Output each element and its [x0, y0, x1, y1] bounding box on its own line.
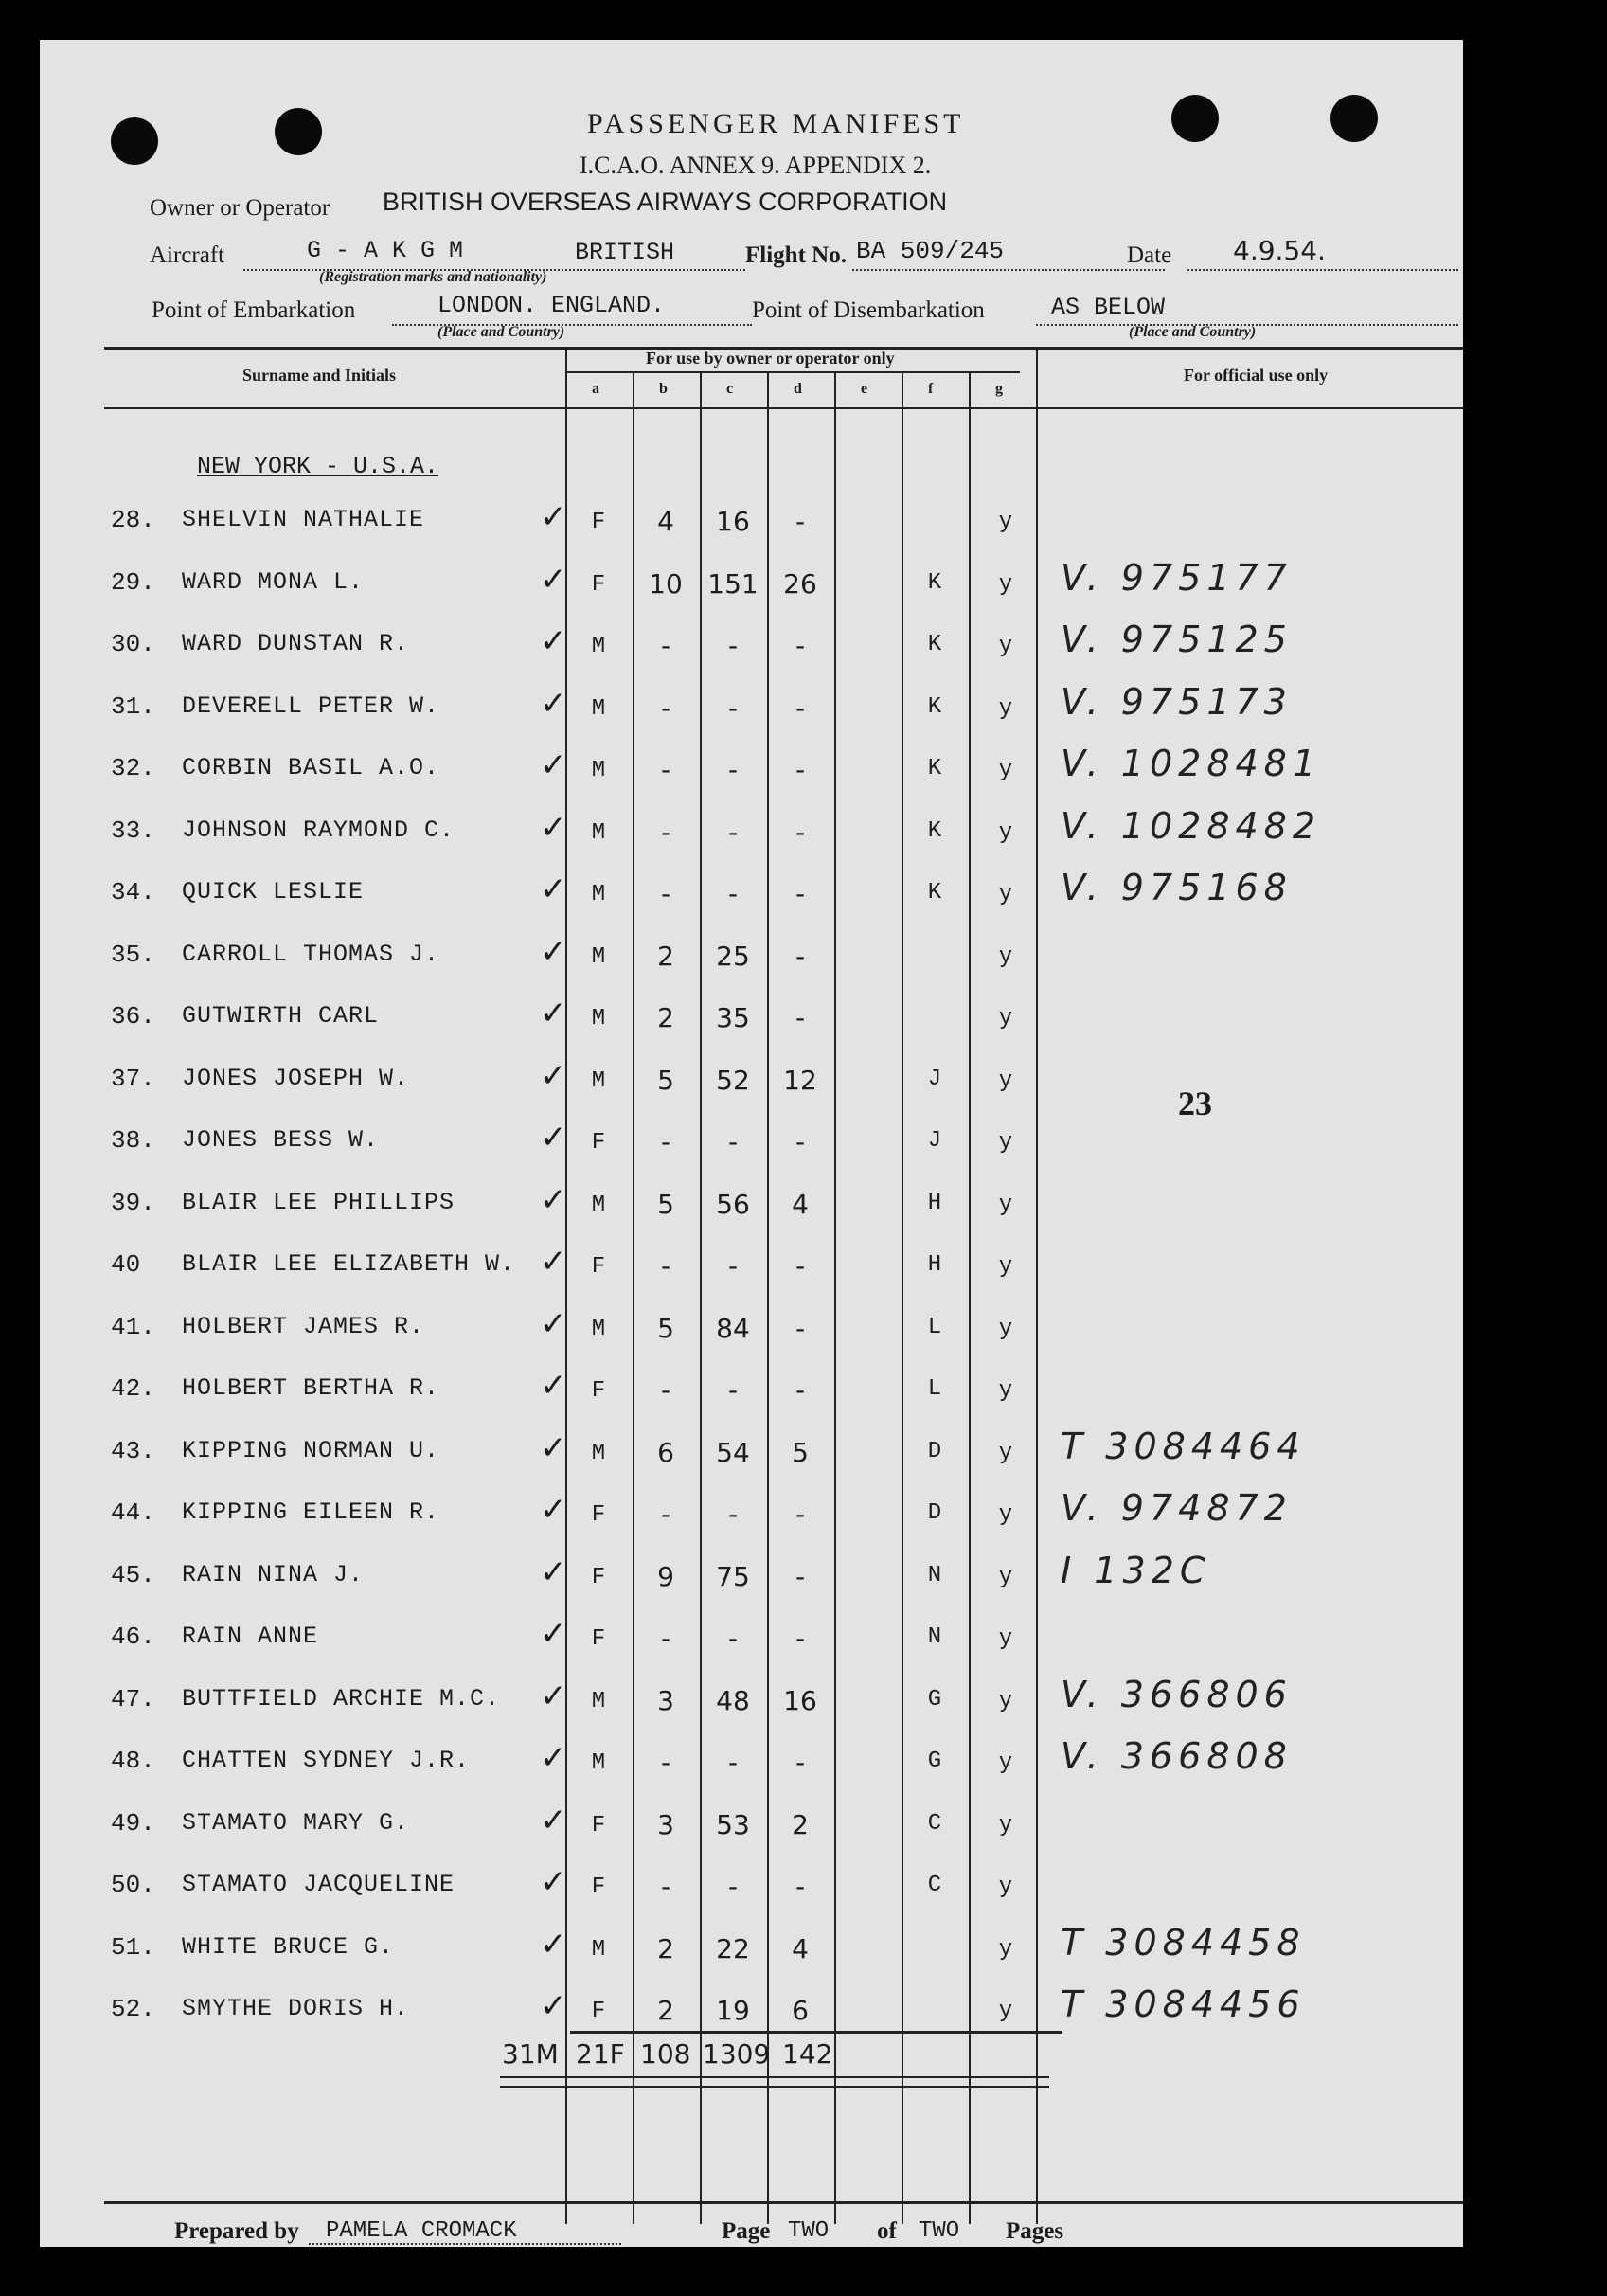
col-c-value: - [727, 1126, 739, 1157]
row-number: 32. [111, 754, 155, 782]
col-c-value: - [727, 1871, 739, 1902]
col-g-value: y [998, 1565, 1013, 1590]
col-d-value: - [795, 1498, 806, 1530]
check-mark-icon: ✓ [540, 809, 567, 847]
col-c-value: - [727, 630, 739, 661]
prepared-value: PAMELA CROMACK [326, 2218, 517, 2244]
col-a-sex: F [591, 1254, 606, 1280]
row-number: 52. [111, 1995, 155, 2023]
col-c-value: 151 [707, 568, 759, 600]
row-number: 48. [111, 1747, 155, 1775]
column-official: For official use only [1184, 366, 1329, 385]
col-b-value: - [660, 1623, 671, 1654]
row-number: 37. [111, 1065, 155, 1093]
row-number: 33. [111, 816, 155, 845]
check-mark-icon: ✓ [540, 1491, 567, 1529]
col-a-sex: M [591, 758, 606, 783]
passenger-name: KIPPING NORMAN U. [182, 1437, 440, 1464]
col-c-value: 52 [716, 1065, 750, 1096]
col-d-value: - [795, 1374, 806, 1406]
column-letter-e: e [861, 381, 868, 397]
col-g-value: y [998, 1874, 1013, 1900]
check-mark-icon: ✓ [540, 1615, 567, 1653]
official-visa-number: T 3084464 [1061, 1426, 1306, 1467]
col-b-value: 2 [657, 1002, 674, 1033]
col-g-value: y [998, 1378, 1013, 1404]
col-g-value: y [998, 1626, 1013, 1652]
col-d-value: - [795, 1313, 806, 1344]
of-value: TWO [919, 2218, 960, 2244]
col-a-sex: F [591, 572, 606, 598]
official-visa-number: V. 975125 [1061, 619, 1293, 660]
col-b-value: 2 [657, 1995, 674, 2026]
col-a-sex: F [591, 1999, 606, 2024]
check-mark-icon: ✓ [540, 1739, 567, 1777]
col-b-value: 4 [657, 506, 674, 537]
col-g-value: y [998, 572, 1013, 598]
col-b-value: 3 [657, 1809, 674, 1840]
passenger-name: GUTWIRTH CARL [182, 1002, 380, 1030]
col-f-value: G [927, 1749, 942, 1774]
col-a-sex: F [591, 1874, 606, 1900]
total-male: 31M [502, 2038, 559, 2070]
col-g-value: y [998, 1689, 1013, 1714]
check-mark-icon: ✓ [540, 685, 567, 723]
embarkation-value: LONDON. ENGLAND. [437, 292, 666, 319]
col-b-value: - [660, 1747, 671, 1778]
aircraft-label: Aircraft [150, 242, 225, 268]
row-number: 50. [111, 1871, 155, 1899]
col-b-value: - [660, 878, 671, 909]
pages-label: Pages [1006, 2218, 1064, 2244]
check-mark-icon: ✓ [540, 1863, 567, 1901]
col-d-value: - [795, 1002, 806, 1033]
disembarkation-value: AS BELOW [1051, 294, 1166, 321]
col-c-value: - [727, 692, 739, 724]
check-mark-icon: ✓ [540, 1987, 567, 2025]
col-d-value: 16 [783, 1685, 817, 1716]
col-f-value: K [927, 756, 942, 781]
col-c-value: 19 [716, 1995, 750, 2026]
disembarkation-label: Point of Disembarkation [752, 297, 985, 323]
col-d-value: 26 [783, 568, 817, 600]
row-number: 29. [111, 568, 155, 597]
official-visa-number: V. 366806 [1061, 1674, 1293, 1715]
col-c-value: 35 [716, 1002, 750, 1033]
punch-hole-icon [111, 117, 158, 165]
col-c-value: 75 [716, 1561, 750, 1592]
row-number: 44. [111, 1498, 155, 1527]
col-c-value: 54 [716, 1437, 750, 1468]
col-g-value: y [998, 510, 1013, 535]
col-g-value: y [998, 634, 1013, 659]
col-b-value: - [660, 1498, 671, 1530]
passenger-name: JOHNSON RAYMOND C. [182, 816, 455, 844]
col-a-sex: M [591, 820, 606, 846]
col-c-value: - [727, 1498, 739, 1530]
col-b-value: - [660, 816, 671, 848]
col-a-sex: F [591, 1626, 606, 1652]
col-b-value: 2 [657, 941, 674, 972]
col-f-value: J [927, 1067, 942, 1092]
passenger-name: STAMATO JACQUELINE [182, 1871, 455, 1898]
passenger-name: BLAIR LEE PHILLIPS [182, 1189, 455, 1216]
official-visa-number: V. 1028482 [1061, 805, 1322, 847]
col-d-value: - [795, 692, 806, 724]
col-a-sex: F [591, 1565, 606, 1590]
embarkation-note: (Place and Country) [437, 324, 565, 340]
check-mark-icon: ✓ [540, 1926, 567, 1964]
row-number: 49. [111, 1809, 155, 1838]
owner-value: BRITISH OVERSEAS AIRWAYS CORPORATION [383, 188, 948, 216]
col-g-value: y [998, 1750, 1013, 1776]
passenger-name: HOLBERT BERTHA R. [182, 1374, 440, 1402]
row-number: 40 [111, 1250, 141, 1279]
col-d-value: 5 [792, 1437, 809, 1468]
check-mark-icon: ✓ [540, 933, 567, 971]
check-mark-icon: ✓ [540, 561, 567, 599]
col-g-value: y [998, 944, 1013, 970]
col-b-value: 5 [657, 1313, 674, 1344]
official-visa-number: V. 974872 [1061, 1487, 1293, 1529]
row-number: 47. [111, 1685, 155, 1713]
col-d-value: 4 [792, 1189, 809, 1220]
col-b-value: 5 [657, 1065, 674, 1096]
col-g-value: y [998, 1317, 1013, 1342]
passenger-name: CORBIN BASIL A.O. [182, 754, 440, 781]
annex-reference: I.C.A.O. ANNEX 9. APPENDIX 2. [580, 152, 932, 179]
column-letter-c: c [726, 381, 734, 397]
aircraft-registration: G - A K G M [307, 237, 464, 264]
official-visa-number: T 3084458 [1061, 1922, 1306, 1964]
destination-heading: NEW YORK - U.S.A. [197, 453, 439, 480]
date-value: 4.9.54. [1233, 235, 1326, 266]
col-a-sex: F [591, 1502, 606, 1528]
col-a-sex: M [591, 1006, 606, 1031]
col-f-value: J [927, 1128, 942, 1154]
check-mark-icon: ✓ [540, 1802, 567, 1839]
passenger-name: RAIN ANNE [182, 1623, 319, 1650]
official-visa-number: V. 975177 [1061, 557, 1293, 599]
check-mark-icon: ✓ [540, 1677, 567, 1715]
total-c: 1309 [703, 2038, 771, 2070]
passenger-name: WHITE BRUCE G. [182, 1933, 395, 1961]
col-b-value: 10 [649, 568, 683, 600]
row-number: 28. [111, 506, 155, 534]
col-a-sex: F [591, 1813, 606, 1839]
col-f-value: K [927, 632, 942, 657]
check-mark-icon: ✓ [540, 1243, 567, 1281]
col-g-value: y [998, 820, 1013, 846]
col-c-value: - [727, 878, 739, 909]
col-d-value: - [795, 1623, 806, 1654]
col-c-value: - [727, 1747, 739, 1778]
col-f-value: K [927, 694, 942, 720]
col-g-value: y [998, 1068, 1013, 1094]
check-mark-icon: ✓ [540, 498, 567, 536]
row-number: 39. [111, 1189, 155, 1217]
passenger-name: CARROLL THOMAS J. [182, 941, 440, 968]
prepared-label: Prepared by [174, 2218, 299, 2244]
total-b: 108 [640, 2038, 691, 2070]
col-c-value: 22 [716, 1933, 750, 1964]
col-d-value: - [795, 878, 806, 909]
col-d-value: - [795, 630, 806, 661]
row-number: 31. [111, 692, 155, 721]
col-a-sex: F [591, 510, 606, 535]
col-d-value: - [795, 754, 806, 785]
passenger-name: SHELVIN NATHALIE [182, 506, 425, 533]
row-number: 42. [111, 1374, 155, 1403]
passenger-name: CHATTEN SYDNEY J.R. [182, 1747, 471, 1774]
check-mark-icon: ✓ [540, 1429, 567, 1467]
col-a-sex: M [591, 1750, 606, 1776]
col-a-sex: F [591, 1130, 606, 1156]
check-mark-icon: ✓ [540, 870, 567, 908]
col-d-value: 6 [792, 1995, 809, 2026]
col-d-value: - [795, 1250, 806, 1282]
punch-hole-icon [1171, 95, 1219, 142]
col-g-value: y [998, 1502, 1013, 1528]
disembarkation-note: (Place and Country) [1129, 324, 1257, 340]
col-f-value: N [927, 1563, 942, 1588]
col-f-value: C [927, 1873, 942, 1898]
col-c-value: - [727, 754, 739, 785]
check-mark-icon: ✓ [540, 746, 567, 784]
passenger-name: QUICK LESLIE [182, 878, 365, 906]
manifest-title: PASSENGER MANIFEST [587, 108, 965, 139]
punch-hole-icon [275, 108, 322, 155]
passenger-name: JONES JOSEPH W. [182, 1065, 410, 1092]
passenger-name: WARD DUNSTAN R. [182, 630, 410, 657]
col-d-value: - [795, 1871, 806, 1902]
col-g-value: y [998, 696, 1013, 722]
aircraft-note: (Registration marks and nationality) [319, 269, 547, 285]
official-visa-number: V. 366808 [1061, 1735, 1293, 1777]
col-d-value: 4 [792, 1933, 809, 1964]
col-b-value: - [660, 1374, 671, 1406]
check-mark-icon: ✓ [540, 1119, 567, 1157]
col-a-sex: M [591, 634, 606, 659]
col-d-value: - [795, 941, 806, 972]
col-d-value: 12 [783, 1065, 817, 1096]
row-number: 34. [111, 878, 155, 906]
official-visa-number: V. 1028481 [1061, 743, 1322, 784]
passenger-name: KIPPING EILEEN R. [182, 1498, 440, 1526]
total-female: 21F [576, 2038, 625, 2070]
check-mark-icon: ✓ [540, 1181, 567, 1219]
aircraft-nationality: BRITISH [575, 239, 675, 266]
embarkation-label: Point of Embarkation [152, 297, 356, 323]
col-a-sex: M [591, 944, 606, 970]
col-b-value: - [660, 630, 671, 661]
col-f-value: D [927, 1439, 942, 1464]
col-a-sex: M [591, 696, 606, 722]
passenger-name: BUTTFIELD ARCHIE M.C. [182, 1685, 501, 1713]
official-visa-number: V. 975168 [1061, 867, 1293, 908]
check-mark-icon: ✓ [540, 622, 567, 660]
check-mark-icon: ✓ [540, 1057, 567, 1095]
column-letter-d: d [794, 381, 802, 397]
manifest-sheet [40, 40, 1463, 2247]
col-c-value: 48 [716, 1685, 750, 1716]
col-f-value: H [927, 1191, 942, 1216]
column-surname: Surname and Initials [242, 366, 397, 385]
of-label: of [877, 2218, 897, 2244]
col-d-value: - [795, 506, 806, 537]
col-g-value: y [998, 758, 1013, 783]
col-b-value: 3 [657, 1685, 674, 1716]
row-number: 46. [111, 1623, 155, 1651]
passenger-name: JONES BESS W. [182, 1126, 380, 1154]
col-a-sex: F [591, 1378, 606, 1404]
col-c-value: - [727, 1250, 739, 1282]
col-d-value: - [795, 816, 806, 848]
col-f-value: D [927, 1500, 942, 1526]
col-b-value: - [660, 754, 671, 785]
owner-label: Owner or Operator [150, 195, 330, 221]
official-visa-number: I 132C [1061, 1550, 1211, 1591]
col-f-value: N [927, 1624, 942, 1650]
row-number: 51. [111, 1933, 155, 1962]
check-mark-icon: ✓ [540, 1553, 567, 1591]
col-b-value: - [660, 692, 671, 724]
col-g-value: y [998, 1006, 1013, 1031]
official-number: 23 [1178, 1085, 1212, 1122]
col-a-sex: M [591, 1937, 606, 1963]
col-g-value: y [998, 882, 1013, 907]
col-b-value: 6 [657, 1437, 674, 1468]
page-value: TWO [788, 2218, 830, 2244]
col-g-value: y [998, 1813, 1013, 1839]
column-letter-g: g [995, 381, 1003, 397]
col-b-value: 9 [657, 1561, 674, 1592]
col-f-value: L [927, 1315, 942, 1340]
column-letter-a: a [592, 381, 599, 397]
check-mark-icon: ✓ [540, 995, 567, 1032]
punch-hole-icon [1330, 95, 1378, 142]
passenger-name: RAIN NINA J. [182, 1561, 365, 1588]
col-a-sex: M [591, 882, 606, 907]
col-c-value: 16 [716, 506, 750, 537]
flight-label: Flight No. [745, 242, 847, 268]
passenger-name: DEVERELL PETER W. [182, 692, 440, 720]
flight-number: BA 509/245 [856, 237, 1005, 265]
col-c-value: 53 [716, 1809, 750, 1840]
passenger-name: BLAIR LEE ELIZABETH W. [182, 1250, 516, 1278]
check-mark-icon: ✓ [540, 1305, 567, 1343]
passenger-name: STAMATO MARY G. [182, 1809, 410, 1837]
column-letter-b: b [659, 381, 668, 397]
col-d-value: 2 [792, 1809, 809, 1840]
col-c-value: - [727, 1374, 739, 1406]
total-d: 142 [782, 2038, 833, 2070]
col-a-sex: M [591, 1193, 606, 1218]
column-owner-use: For use by owner or operator only [646, 349, 895, 368]
page-label: Page [722, 2218, 771, 2244]
row-number: 45. [111, 1561, 155, 1589]
col-d-value: - [795, 1561, 806, 1592]
col-c-value: - [727, 816, 739, 848]
col-b-value: - [660, 1250, 671, 1282]
col-g-value: y [998, 1193, 1013, 1218]
col-g-value: y [998, 1254, 1013, 1280]
col-f-value: K [927, 570, 942, 596]
row-number: 35. [111, 941, 155, 969]
col-d-value: - [795, 1126, 806, 1157]
col-c-value: 25 [716, 941, 750, 972]
col-f-value: H [927, 1252, 942, 1278]
col-f-value: K [927, 818, 942, 844]
passenger-name: HOLBERT JAMES R. [182, 1313, 425, 1340]
col-c-value: 84 [716, 1313, 750, 1344]
col-f-value: C [927, 1811, 942, 1837]
col-c-value: - [727, 1623, 739, 1654]
col-b-value: 2 [657, 1933, 674, 1964]
col-g-value: y [998, 1130, 1013, 1156]
row-number: 38. [111, 1126, 155, 1155]
col-a-sex: M [591, 1689, 606, 1714]
col-a-sex: M [591, 1068, 606, 1094]
column-letter-f: f [928, 381, 934, 397]
passenger-name: SMYTHE DORIS H. [182, 1995, 410, 2022]
col-b-value: - [660, 1126, 671, 1157]
date-label: Date [1127, 242, 1172, 268]
col-d-value: - [795, 1747, 806, 1778]
passenger-name: WARD MONA L. [182, 568, 365, 596]
official-visa-number: T 3084456 [1061, 1983, 1306, 2025]
col-f-value: G [927, 1687, 942, 1713]
col-a-sex: M [591, 1441, 606, 1466]
row-number: 36. [111, 1002, 155, 1031]
col-b-value: 5 [657, 1189, 674, 1220]
col-f-value: K [927, 880, 942, 906]
row-number: 30. [111, 630, 155, 658]
row-number: 41. [111, 1313, 155, 1341]
col-f-value: L [927, 1376, 942, 1402]
row-number: 43. [111, 1437, 155, 1465]
official-visa-number: V. 975173 [1061, 681, 1293, 723]
col-g-value: y [998, 1999, 1013, 2024]
col-a-sex: M [591, 1317, 606, 1342]
check-mark-icon: ✓ [540, 1367, 567, 1405]
col-g-value: y [998, 1937, 1013, 1963]
col-b-value: - [660, 1871, 671, 1902]
col-g-value: y [998, 1441, 1013, 1466]
col-c-value: 56 [716, 1189, 750, 1220]
